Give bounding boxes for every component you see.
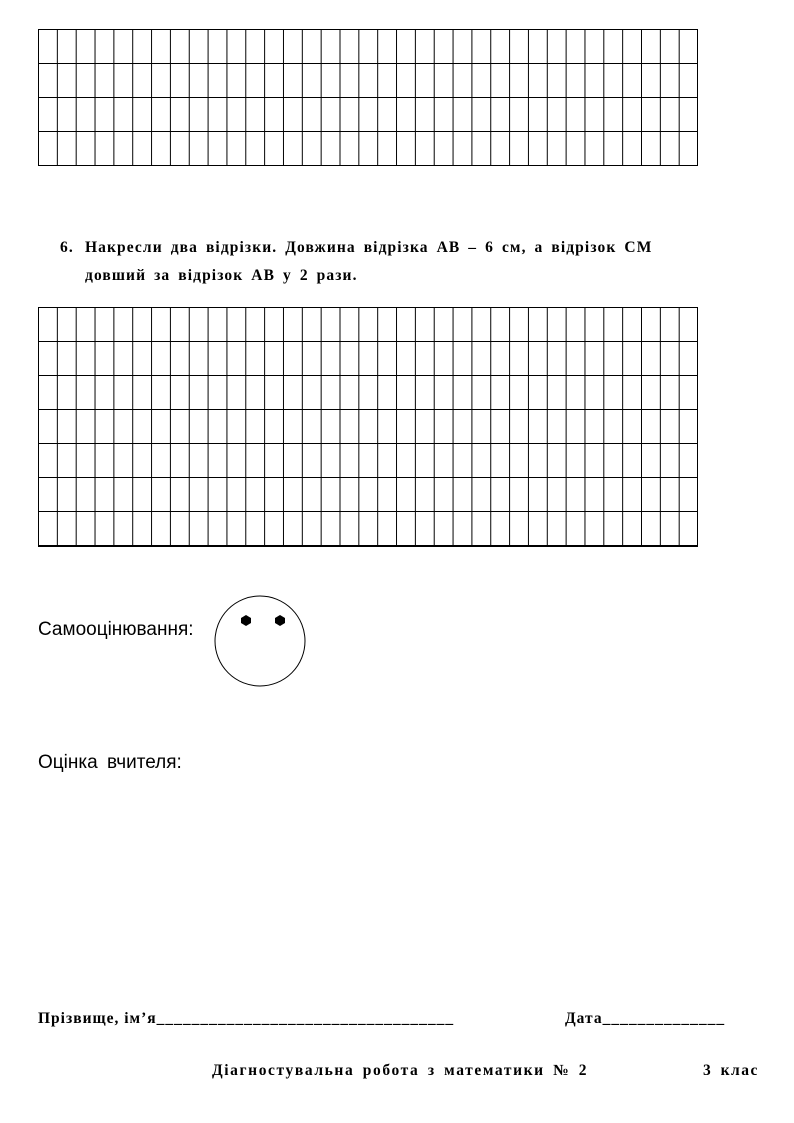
name-field[interactable]: Прізвище, ім’я__________________________________ (38, 1010, 455, 1027)
task-6-text-line1: Накресли два відрізки. Довжина відрізка АВ – 6 см, а відрізок СМ (85, 239, 653, 256)
left-eye (241, 615, 251, 626)
face-outline (215, 596, 305, 686)
answer-grid-task-6[interactable] (38, 307, 698, 547)
task-6-text-line2: довший за відрізок АВ у 2 рази. (85, 267, 358, 284)
date-field[interactable]: Дата______________ (565, 1010, 726, 1027)
smiley-face-icon[interactable] (213, 594, 307, 688)
work-title: Діагностувальна робота з математики № 2 (212, 1062, 589, 1079)
task-number: 6. (60, 239, 74, 256)
task-6 (60, 234, 700, 290)
answer-grid-top[interactable] (38, 29, 698, 166)
self-assessment-label: Самооцінювання: (38, 619, 194, 640)
right-eye (275, 615, 285, 626)
grade-label: 3 клас (703, 1062, 759, 1079)
teacher-grade-label: Оцінка вчителя: (38, 752, 182, 773)
task-6-line1 (60, 234, 700, 262)
